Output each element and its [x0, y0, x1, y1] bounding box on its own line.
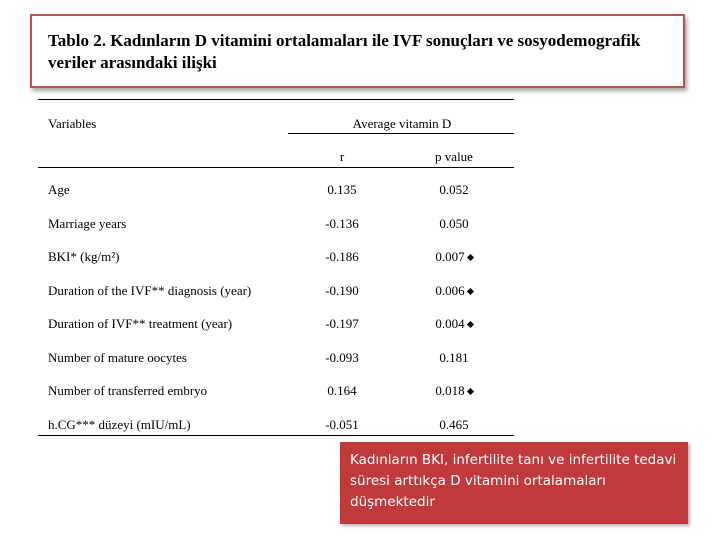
p-value-text: 0.007 — [435, 249, 465, 264]
p-value-text: 0.181 — [439, 349, 469, 365]
table-cell-p — [409, 283, 499, 299]
table-cell-p — [409, 316, 499, 332]
col-header-r: r — [339, 149, 345, 164]
table-cell-r: -0.190 — [325, 282, 359, 298]
table-row-label: BKI* (kg/m²) — [48, 249, 120, 264]
table-cell-p — [409, 249, 499, 265]
table-cell-r: -0.051 — [325, 416, 359, 432]
row-header: Variables — [48, 116, 97, 131]
significance-diamond-icon — [467, 287, 474, 294]
significance-diamond-icon — [467, 388, 474, 395]
table-cell-r: -0.093 — [325, 349, 359, 365]
table-row-label: Duration of the IVF** diagnosis (year) — [48, 282, 252, 298]
table-cell-p — [409, 383, 499, 399]
table-cell-r: -0.197 — [325, 316, 359, 331]
table-cell-r: -0.186 — [325, 249, 359, 264]
group-header: Average vitamin D — [352, 116, 452, 131]
note-box: Kadınların BKI, infertilite tanı ve infertilite tedavi süresi arttıkça D vitamini ortalamaları düşmektedir — [340, 442, 688, 524]
table-row-label: Number of mature oocytes — [48, 349, 187, 365]
table-cell-p — [409, 182, 499, 198]
table-cell-r: 0.135 — [327, 182, 357, 197]
table-row-label: Marriage years — [48, 215, 127, 231]
p-value-text: 0.018 — [435, 383, 465, 398]
table-cell-r: -0.136 — [325, 215, 359, 231]
significance-diamond-icon — [467, 321, 474, 328]
page-title: Tablo 2. Kadınların D vitamini ortalamaları ile IVF sonuçları ve sosyodemografik veriler arasındaki ilişki — [48, 31, 641, 72]
table-bottom-rule — [38, 435, 514, 436]
p-value-text: 0.050 — [439, 215, 469, 231]
table-cell-r: 0.164 — [327, 383, 357, 398]
p-value-text: 0.006 — [435, 282, 465, 298]
table-cell-p — [409, 350, 499, 366]
p-value-text: 0.004 — [435, 316, 465, 331]
col-header-p: p value — [435, 149, 473, 164]
table-row-label: Duration of IVF** treatment (year) — [48, 316, 233, 331]
group-header-rule — [288, 133, 514, 134]
p-value-text: 0.465 — [439, 416, 469, 432]
title-box — [30, 14, 685, 88]
table-top-rule — [38, 99, 514, 100]
table-cell-p — [409, 417, 499, 433]
p-value-text: 0.052 — [439, 182, 469, 197]
table-row-label: Age — [48, 182, 70, 197]
significance-diamond-icon — [467, 254, 474, 261]
table-cell-p — [409, 216, 499, 232]
header-bottom-rule — [38, 167, 514, 168]
table-row-label: Number of transferred embryo — [48, 383, 208, 398]
table-row-label: h.CG*** düzeyi (mIU/mL) — [48, 416, 191, 432]
